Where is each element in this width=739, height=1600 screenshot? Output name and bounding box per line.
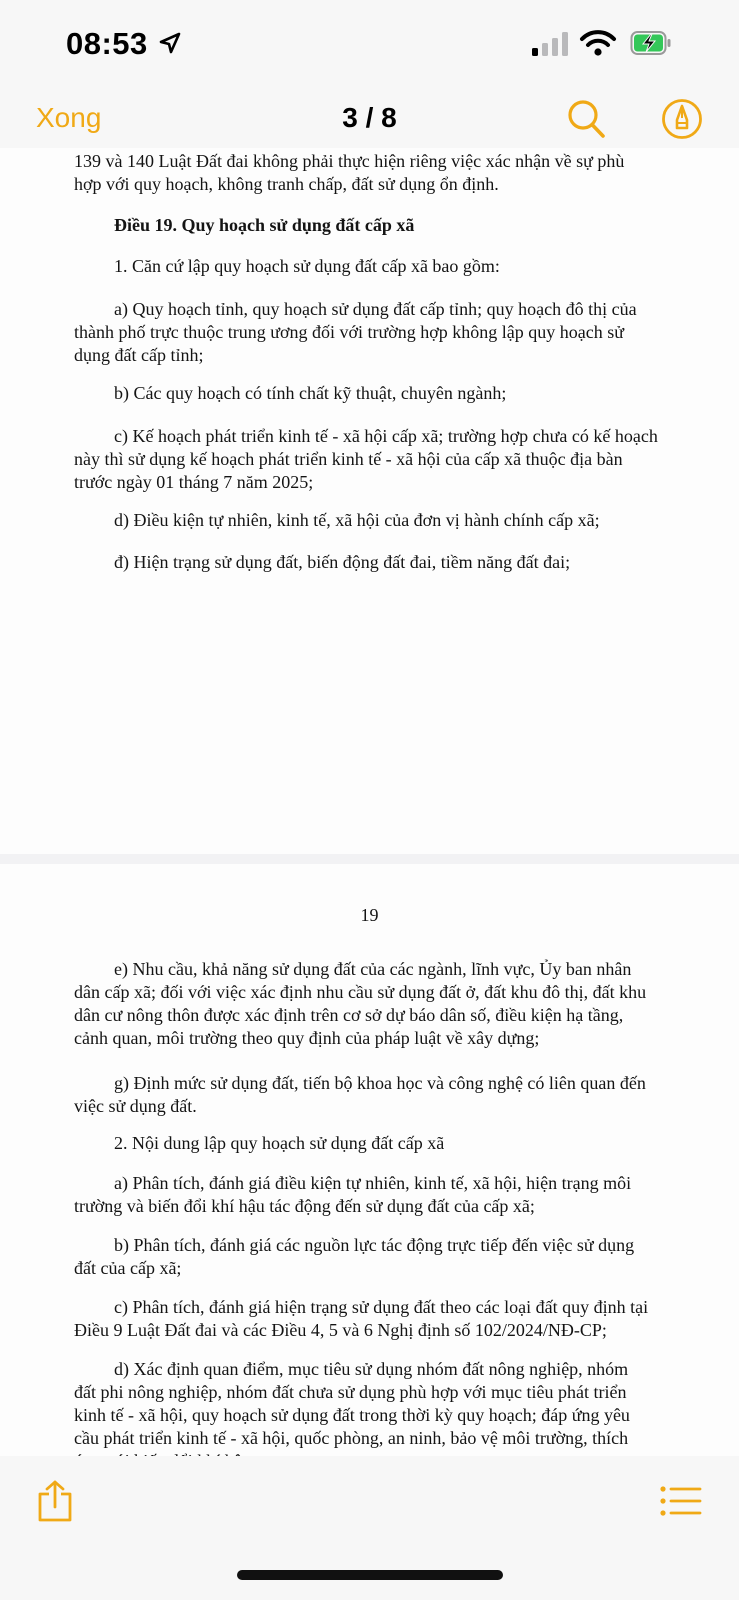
home-indicator[interactable] [237,1570,503,1580]
text-line: a) Quy hoạch tỉnh, quy hoạch sử dụng đất cấp tỉnh; quy hoạch đô thị của [114,299,637,319]
done-button[interactable]: Xong [36,102,102,133]
text-line: b) Phân tích, đánh giá các nguồn lực tác động trực tiếp đến việc sử dụng [114,1235,635,1255]
paragraph [74,425,705,494]
paragraph [74,150,705,196]
status-time: 08:53 [66,26,148,61]
heading-text: Điều 19. Quy hoạch sử dụng đất cấp xã [114,215,415,235]
text-line: d) Điều kiện tự nhiên, kinh tế, xã hội của đơn vị hành chính cấp xã; [114,510,600,530]
paragraph [114,1132,705,1155]
text-line: trường và biến đổi khí hậu tác động đến sử dụng đất của cấp xã; [74,1196,535,1216]
text-line: g) Định mức sử dụng đất, tiến bộ khoa học và công nghệ có liên quan đến [114,1073,646,1093]
page-number: 19 [360,905,379,925]
text-line: đất của cấp xã; [74,1258,182,1278]
markup-pen-icon[interactable] [661,98,703,140]
text-line: dân cư nông thôn được xác định trên cơ sở dự báo dân số, điều kiện hạ tầng, [74,1005,624,1025]
text-line: dụng đất cấp tỉnh; [74,345,204,365]
text-line: Điều 9 Luật Đất đai và các Điều 4, 5 và 6 Nghị định số 102/2024/NĐ-CP; [74,1320,607,1340]
text-line: a) Phân tích, đánh giá điều kiện tự nhiên, kinh tế, xã hội, hiện trạng môi [114,1173,632,1193]
text-line: hợp với quy hoạch, không tranh chấp, đất sử dụng ổn định. [74,174,499,194]
text-line: c) Kế hoạch phát triển kinh tế - xã hội cấp xã; trường hợp chưa có kế hoạch [114,426,658,446]
text-line: 1. Căn cứ lập quy hoạch sử dụng đất cấp xã bao gồm: [114,256,500,276]
text-line: dân cấp xã; đối với việc xác định nhu cầu sử dụng đất ở, đất khu đô thị, đất khu [74,982,647,1002]
paragraph [74,298,705,367]
text-line: thành phố trực thuộc trung ương đối với trường hợp không lập quy hoạch sử [74,322,625,342]
text-line: b) Các quy hoạch có tính chất kỹ thuật, chuyên ngành; [114,383,507,403]
pdf-page [0,864,739,1484]
text-line: 2. Nội dung lập quy hoạch sử dụng đất cấp xã [114,1133,445,1153]
list-icon[interactable] [660,1485,702,1517]
text-line: đ) Hiện trạng sử dụng đất, biến động đất đai, tiềm năng đất đai; [114,552,571,572]
text-line: e) Nhu cầu, khả năng sử dụng đất của các ngành, lĩnh vực, Ủy ban nhân [114,959,632,979]
paragraph [74,958,705,1050]
status-bar [0,0,739,92]
battery-charging-icon [630,30,672,56]
page-indicator: 3 / 8 [342,102,397,133]
search-icon[interactable] [566,98,606,140]
share-icon[interactable] [36,1480,74,1522]
wifi-icon [580,30,616,56]
pdf-page [0,148,739,854]
text-line: c) Phân tích, đánh giá hiện trạng sử dụng đất theo các loại đất quy định tại [114,1297,649,1317]
text-line: kinh tế - xã hội, quy hoạch sử dụng đất trong thời kỳ quy hoạch; đáp ứng yêu [74,1405,630,1425]
paragraph [114,509,705,532]
paragraph [114,382,705,405]
text-line: cầu phát triển kinh tế - xã hội, quốc phòng, an ninh, bảo vệ môi trường, thích [74,1428,629,1448]
paragraph [74,1072,705,1118]
paragraph [114,551,705,574]
paragraph [114,255,705,278]
paragraph [74,1172,705,1218]
text-line: cảnh quan, môi trường theo quy định của pháp luật về xây dựng; [74,1028,540,1048]
paragraph [74,1296,705,1342]
text-line: trước ngày 01 tháng 7 năm 2025; [74,472,314,492]
paragraph [74,1234,705,1280]
article-heading [114,214,705,237]
pdf-document-view[interactable] [0,151,739,1456]
text-line: đất phi nông nghiệp, nhóm đất chưa sử dụng phù hợp với mục tiêu phát triển [74,1382,627,1402]
text-line: này thì sử dụng kế hoạch phát triển kinh tế - xã hội của cấp xã thuộc địa bàn [74,449,623,469]
text-line: d) Xác định quan điểm, mục tiêu sử dụng nhóm đất nông nghiệp, nhóm [114,1359,629,1379]
text-line: việc sử dụng đất. [74,1096,197,1116]
location-arrow-icon [158,31,182,55]
text-line: 139 và 140 Luật Đất đai không phải thực hiện riêng việc xác nhận về sự phù [74,151,625,171]
cellular-signal-icon [532,32,570,56]
